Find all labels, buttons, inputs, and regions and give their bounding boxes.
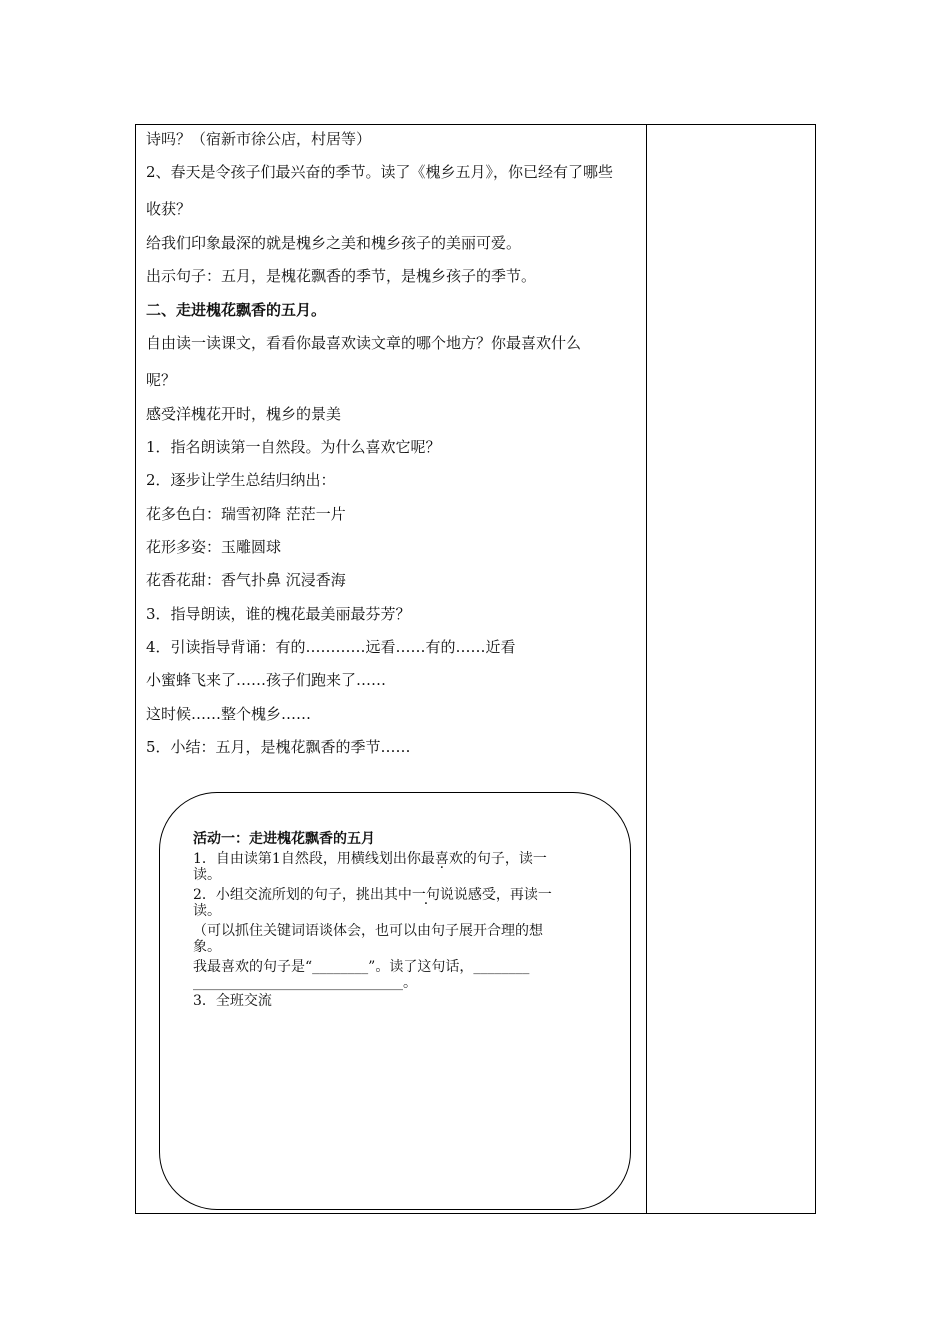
lesson-table	[135, 124, 816, 1214]
text-line: 2．逐步让学生总结归纳出：	[146, 471, 336, 489]
text-line: 2、春天是令孩子们最兴奋的季节。读了《槐乡五月》，你已经有了哪些	[146, 163, 614, 181]
text-line: 花形多姿：玉雕圆球	[146, 538, 282, 556]
activity-title: 活动一：走进槐花飘香的五月	[193, 831, 375, 847]
activity-item-2	[193, 887, 552, 903]
text-line: 1．指名朗读第一自然段。为什么喜欢它呢？	[146, 438, 441, 456]
text-line: 给我们印象最深的就是槐乡之美和槐乡孩子的美丽可爱。	[146, 234, 522, 252]
section-heading: 二、走进槐花飘香的五月。	[146, 301, 327, 319]
text-line: 3．指导朗读，谁的槐花最美丽最芬芳？	[146, 605, 411, 623]
text-line: 这时候……整个槐乡……	[146, 705, 312, 723]
text-line: 4．引读指导背诵：有的…………远看……有的……近看	[146, 638, 516, 656]
activity-box	[159, 792, 631, 1210]
activity-item-2-cont: 读。	[193, 903, 221, 919]
text-line: 感受洋槐花开时，槐乡的景美	[146, 405, 342, 423]
activity-text: 说说感受，再读一	[439, 887, 552, 903]
column-divider	[646, 125, 647, 1213]
text-line: 出示句子：五月，是槐花飘香的季节，是槐乡孩子的季节。	[146, 267, 537, 285]
text-line: 小蜜蜂飞来了……孩子们跑来了……	[146, 671, 387, 689]
fill-in-line: 我最喜欢的句子是“________”。读了这句话，________	[193, 959, 530, 975]
text-line: 自由读一读课文，看看你最喜欢读文章的哪个地方？你最喜欢什么	[146, 334, 582, 352]
activity-text: 的句子，读一	[462, 851, 547, 867]
text-line: 呢？	[146, 371, 177, 389]
text-line: 花多色白：瑞雪初降 茫茫一片	[146, 505, 346, 523]
dotted-emphasis: 最喜欢	[420, 851, 463, 867]
dotted-emphasis: 一句	[411, 887, 440, 903]
text-line: 诗吗？（宿新市徐公店，村居等）	[146, 130, 372, 148]
activity-item-1-cont: 读。	[193, 867, 221, 883]
activity-item-1	[193, 851, 547, 867]
fill-in-line-cont: ______________________________。	[193, 975, 417, 991]
activity-note: （可以抓住关键词语谈体会，也可以由句子展开合理的想	[193, 923, 543, 939]
activity-item-3: 3．全班交流	[193, 993, 272, 1009]
activity-note-cont: 象。	[193, 939, 221, 955]
text-line: 5．小结：五月，是槐花飘香的季节……	[146, 738, 411, 756]
text-line: 花香花甜：香气扑鼻 沉浸香海	[146, 571, 346, 589]
text-line: 收获？	[146, 200, 192, 218]
activity-text: 1．自由读第1自然段，用横线划出你	[193, 851, 421, 867]
activity-text: 2．小组交流所划的句子，挑出其中	[193, 887, 412, 903]
